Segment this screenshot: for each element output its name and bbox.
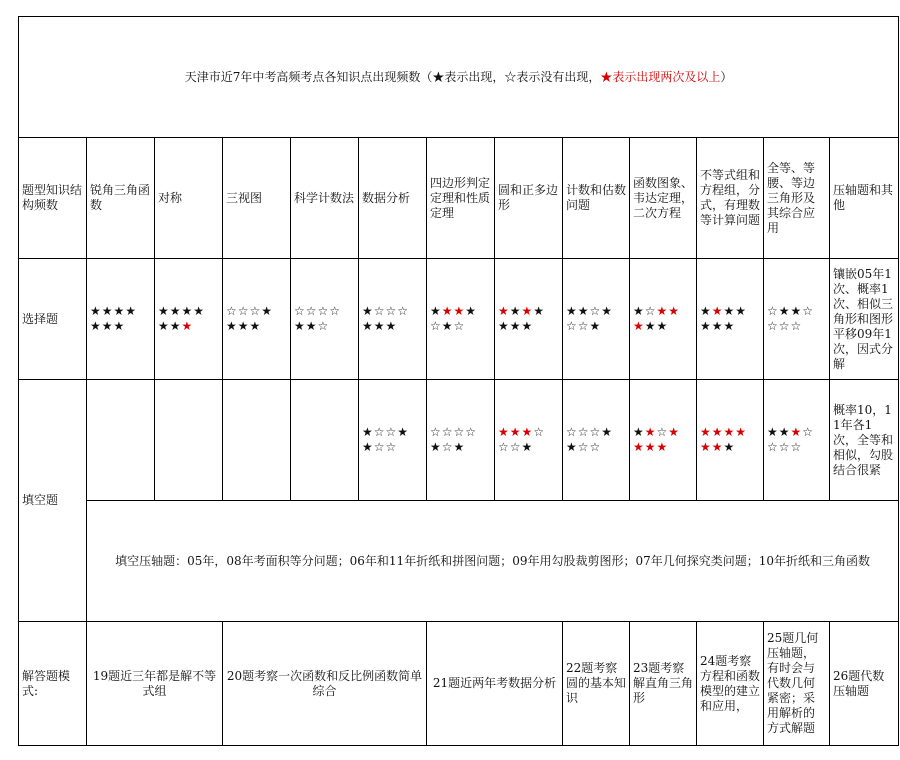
topic-header: 压轴题和其他 <box>830 138 899 259</box>
red-star-run: ★ <box>181 319 194 333</box>
star-run: ☆☆☆☆ <box>294 304 342 318</box>
star-run: ★★★ <box>498 319 534 333</box>
red-star-run: ★★★★ <box>700 425 748 439</box>
star-line <box>767 319 826 334</box>
star-run: ☆★★☆ <box>767 304 815 318</box>
red-star-run: ★★ <box>656 304 681 318</box>
fill-other: 概率10，11年各1次，全等和相似，勾股结合很紧 <box>830 380 899 501</box>
star-line <box>498 440 559 455</box>
red-star-run: ★★ <box>700 440 724 454</box>
choice-row <box>19 259 899 380</box>
star-run: ★★ <box>644 319 669 333</box>
row-label-header: 题型知识结构频数 <box>19 138 87 259</box>
topic-header: 函数图象、韦达定理，二次方程 <box>630 138 697 259</box>
choice-stars-cell <box>495 259 563 380</box>
red-star-run: ★ <box>790 425 803 439</box>
star-line <box>90 304 151 319</box>
star-run: ★☆☆ <box>566 440 602 454</box>
star-run: ★★★ <box>90 319 126 333</box>
star-run: ☆★☆ <box>430 319 466 333</box>
star-line <box>767 304 826 319</box>
star-line <box>430 425 491 440</box>
answer-row <box>19 622 899 746</box>
star-run: ★★☆★ <box>566 304 614 318</box>
star-line <box>226 319 287 334</box>
topic-header: 四边形判定定理和性质定理 <box>427 138 495 259</box>
star-line <box>362 440 423 455</box>
fill-stars-cell <box>495 380 563 501</box>
star-line <box>498 319 559 334</box>
fill-stars-cell <box>764 380 830 501</box>
star-line <box>633 440 693 455</box>
topic-header: 数据分析 <box>359 138 427 259</box>
star-run: ☆☆☆★ <box>566 425 614 439</box>
choice-stars-cell <box>427 259 495 380</box>
answer-item: 22题考察圆的基本知识 <box>563 622 630 746</box>
choice-stars-cell <box>87 259 155 380</box>
choice-stars-cell <box>764 259 830 380</box>
star-run: ☆☆★ <box>498 440 534 454</box>
answer-item: 21题近两年考数据分析 <box>427 622 563 746</box>
red-star-run: ★ <box>633 319 645 333</box>
star-run: ★ <box>700 304 712 318</box>
choice-other: 镶嵌05年1次、概率1次、相似三角形和图形平移09年1次，因式分解 <box>830 259 899 380</box>
star-run: ☆☆★ <box>566 319 602 333</box>
choice-stars-cell <box>697 259 764 380</box>
star-run: ☆ <box>656 425 669 439</box>
star-run: ★ <box>465 304 478 318</box>
star-line <box>566 319 626 334</box>
table-title <box>19 17 899 138</box>
answer-item: 23题考察解直角三角形 <box>630 622 697 746</box>
star-line <box>158 319 219 334</box>
star-run: ★☆ <box>633 304 657 318</box>
star-line <box>767 425 826 440</box>
topic-header: 科学计数法 <box>291 138 359 259</box>
red-star-run: ★★ <box>441 304 466 318</box>
star-line <box>566 304 626 319</box>
title-close: ） <box>720 69 733 84</box>
star-run: ★ <box>509 304 522 318</box>
star-line <box>362 425 423 440</box>
star-run: ★ <box>430 304 442 318</box>
star-line <box>158 304 219 319</box>
fill-note: 填空压轴题：05年，08年考面积等分问题；06年和11年折纸和拼图问题；09年用勾股裁剪图形；07年几何探究类问题；10年折纸和三角函数 <box>87 501 899 622</box>
fill-stars-cell <box>697 380 764 501</box>
star-run: ☆☆☆★ <box>226 304 274 318</box>
title-highlight: ★表示出现两次及以上 <box>600 69 721 84</box>
star-run: ★★★ <box>226 319 262 333</box>
answer-item: 19题近三年都是解不等式组 <box>87 622 223 746</box>
choice-stars-cell <box>291 259 359 380</box>
star-run: ★★ <box>767 425 791 439</box>
topic-header: 三视图 <box>223 138 291 259</box>
star-line <box>566 425 626 440</box>
star-run: ☆ <box>802 425 815 439</box>
star-run: ★ <box>633 425 645 439</box>
star-line <box>294 319 355 334</box>
red-star-run: ★★★ <box>498 425 534 439</box>
choice-stars-cell <box>155 259 223 380</box>
choice-stars-cell <box>359 259 427 380</box>
topic-header: 锐角三角函数 <box>87 138 155 259</box>
star-line <box>90 319 151 334</box>
answer-label: 解答题模式: <box>19 622 87 746</box>
choice-stars-cell <box>630 259 697 380</box>
fill-note-row <box>19 501 899 622</box>
star-run: ☆☆☆ <box>767 440 803 454</box>
fill-label: 填空题 <box>19 380 87 622</box>
star-run: ★★★ <box>362 319 398 333</box>
star-run: ★☆★ <box>430 440 466 454</box>
star-run: ☆ <box>533 425 546 439</box>
fill-stars-cell <box>223 380 291 501</box>
star-line <box>226 304 287 319</box>
red-star-run: ★ <box>498 304 510 318</box>
fill-stars-cell <box>427 380 495 501</box>
star-line <box>700 304 760 319</box>
star-run: ☆☆☆☆ <box>430 425 478 439</box>
red-star-run: ★ <box>521 304 534 318</box>
red-star-run: ★★★ <box>633 440 669 454</box>
topic-header: 圆和正多边形 <box>495 138 563 259</box>
star-line <box>498 304 559 319</box>
answer-item: 25题几何压轴题，有时会与代数几何紧密；采用解析的方式解题 <box>764 622 830 746</box>
topic-header: 不等式组和方程组，分式，有理数等计算问题 <box>697 138 764 259</box>
star-run: ★ <box>723 440 736 454</box>
red-star-run: ★ <box>644 425 657 439</box>
star-line <box>294 304 355 319</box>
title-row <box>19 17 899 138</box>
topic-header: 计数和估数问题 <box>563 138 630 259</box>
choice-label: 选择题 <box>19 259 87 380</box>
star-run: ★★ <box>723 304 748 318</box>
red-star-run: ★ <box>711 304 724 318</box>
star-run: ★★★★ <box>90 304 138 318</box>
star-line <box>566 440 626 455</box>
answer-item: 26题代数压轴题 <box>830 622 899 746</box>
fill-stars-cell <box>291 380 359 501</box>
star-run: ★ <box>533 304 546 318</box>
fill-stars-cell <box>87 380 155 501</box>
star-line <box>700 319 760 334</box>
star-run: ★★☆ <box>294 319 330 333</box>
star-run: ★★★ <box>700 319 736 333</box>
red-star-run: ★ <box>668 425 681 439</box>
topic-header: 全等、等腰、等边三角形及其综合应用 <box>764 138 830 259</box>
title-main: 天津市近7年中考高频考点各知识点出现频数（★表示出现，☆表示没有出现， <box>184 69 601 84</box>
frequency-table <box>18 16 899 746</box>
star-line <box>700 440 760 455</box>
choice-stars-cell <box>563 259 630 380</box>
fill-stars-cell <box>630 380 697 501</box>
topic-header: 对称 <box>155 138 223 259</box>
star-line <box>633 304 693 319</box>
answer-item: 24题考察方程和函数模型的建立和应用， <box>697 622 764 746</box>
star-line <box>700 425 760 440</box>
star-line <box>430 440 491 455</box>
star-run: ★★ <box>158 319 182 333</box>
star-run: ★★★★ <box>158 304 206 318</box>
star-line <box>633 425 693 440</box>
fill-row <box>19 380 899 501</box>
star-line <box>362 304 423 319</box>
header-row <box>19 138 899 259</box>
star-run: ★☆☆☆ <box>362 304 410 318</box>
star-line <box>498 425 559 440</box>
star-run: ☆☆☆ <box>767 319 803 333</box>
choice-stars-cell <box>223 259 291 380</box>
fill-stars-cell <box>563 380 630 501</box>
fill-stars-cell <box>155 380 223 501</box>
star-line <box>767 440 826 455</box>
star-run: ★☆☆ <box>362 440 398 454</box>
star-line <box>633 319 693 334</box>
fill-stars-cell <box>359 380 427 501</box>
star-line <box>430 319 491 334</box>
star-line <box>430 304 491 319</box>
answer-item: 20题考察一次函数和反比例函数简单综合 <box>223 622 427 746</box>
star-run: ★☆☆★ <box>362 425 410 439</box>
star-line <box>362 319 423 334</box>
